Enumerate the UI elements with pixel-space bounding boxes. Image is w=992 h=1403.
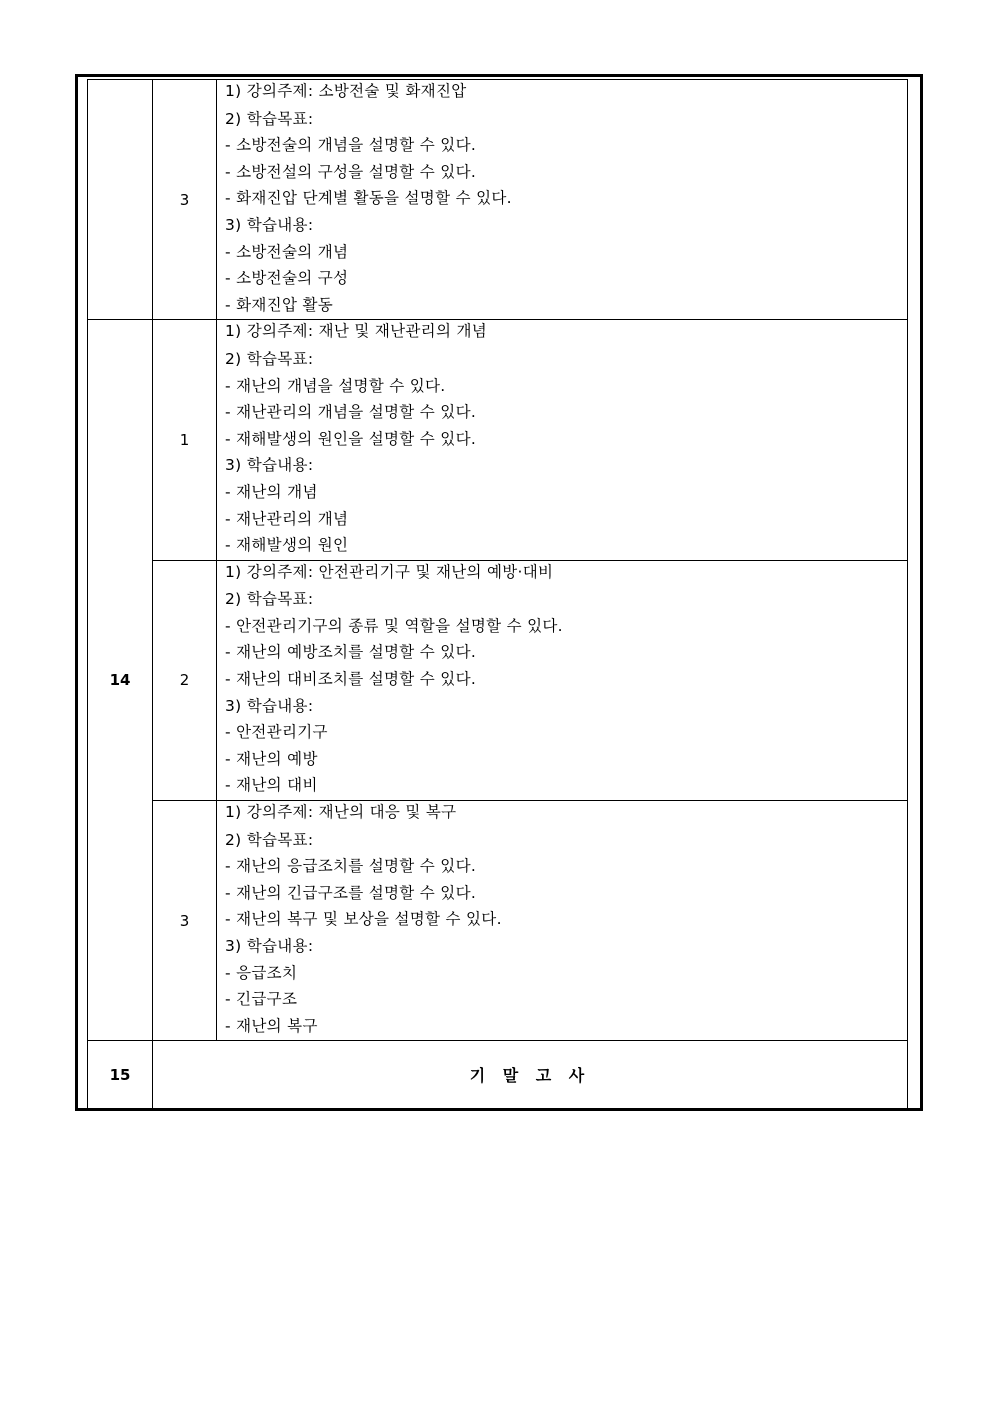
content-heading: 3) 학습내용: (225, 696, 314, 715)
objective-item: - 화재진압 단계별 활동을 설명할 수 있다. (225, 189, 512, 208)
objective-item: - 재난의 개념을 설명할 수 있다. (225, 376, 446, 395)
content-heading: 3) 학습내용: (225, 456, 314, 475)
objective-item: - 안전관리기구의 종류 및 역할을 설명할 수 있다. (225, 616, 563, 635)
table-row (88, 320, 908, 560)
content-item: - 재난의 개념 (225, 482, 318, 501)
content-item: - 안전관리기구 (225, 723, 328, 742)
session-cell: 3 (153, 801, 217, 1041)
content-heading: 3) 학습내용: (225, 215, 314, 234)
objective-item: - 소방전술의 개념을 설명할 수 있다. (225, 136, 477, 155)
lecture-topic: 1) 강의주제: 재난의 대응 및 복구 (225, 803, 457, 822)
objective-item: - 재난의 긴급구조를 설명할 수 있다. (225, 883, 477, 902)
lecture-content-cell (217, 320, 908, 560)
objective-item: - 재난의 복구 및 보상을 설명할 수 있다. (225, 910, 502, 929)
content-item: - 소방전술의 개념 (225, 242, 349, 261)
objective-item: - 재난의 예방조치를 설명할 수 있다. (225, 643, 477, 662)
table-row (88, 80, 908, 320)
table-row (88, 801, 908, 1041)
objective-item: - 재난의 응급조치를 설명할 수 있다. (225, 857, 477, 876)
table-row-final-exam (88, 1041, 908, 1109)
week-cell: 14 (88, 320, 153, 1041)
content-item: - 재난의 복구 (225, 1016, 318, 1035)
objective-item: - 소방전설의 구성을 설명할 수 있다. (225, 162, 477, 181)
content-item: - 재난관리의 개념 (225, 509, 349, 528)
objective-item: - 재해발생의 원인을 설명할 수 있다. (225, 429, 477, 448)
final-exam-cell: 기 말 고 사 (153, 1041, 908, 1109)
objectives-heading: 2) 학습목표: (225, 590, 314, 609)
objective-item: - 재난의 대비조치를 설명할 수 있다. (225, 670, 477, 689)
lecture-content-cell (217, 801, 908, 1041)
content-item: - 재난의 예방 (225, 749, 318, 768)
session-cell: 2 (153, 560, 217, 800)
objectives-heading: 2) 학습목표: (225, 830, 314, 849)
content-item: - 화재진압 활동 (225, 295, 333, 314)
objectives-heading: 2) 학습목표: (225, 109, 314, 128)
session-cell: 1 (153, 320, 217, 560)
content-heading: 3) 학습내용: (225, 937, 314, 955)
lecture-topic: 1) 강의주제: 재난 및 재난관리의 개념 (225, 322, 487, 341)
content-item: - 소방전술의 구성 (225, 269, 349, 288)
content-item: - 재해발생의 원인 (225, 536, 349, 555)
objective-item: - 재난관리의 개념을 설명할 수 있다. (225, 403, 477, 422)
week-cell (88, 80, 153, 320)
lecture-topic: 1) 강의주제: 안전관리기구 및 재난의 예방·대비 (225, 562, 554, 581)
content-item: - 긴급구조 (225, 990, 298, 1009)
lecture-content-cell (217, 80, 908, 320)
week-cell: 15 (88, 1041, 153, 1109)
table-row (88, 560, 908, 800)
lecture-topic: 1) 강의주제: 소방전술 및 화재진압 (225, 82, 467, 100)
session-cell: 3 (153, 80, 217, 320)
objectives-heading: 2) 학습목표: (225, 349, 314, 368)
syllabus-table (87, 79, 908, 1109)
content-item: - 재난의 대비 (225, 776, 318, 795)
lecture-content-cell (217, 560, 908, 800)
content-item: - 응급조치 (225, 963, 298, 982)
